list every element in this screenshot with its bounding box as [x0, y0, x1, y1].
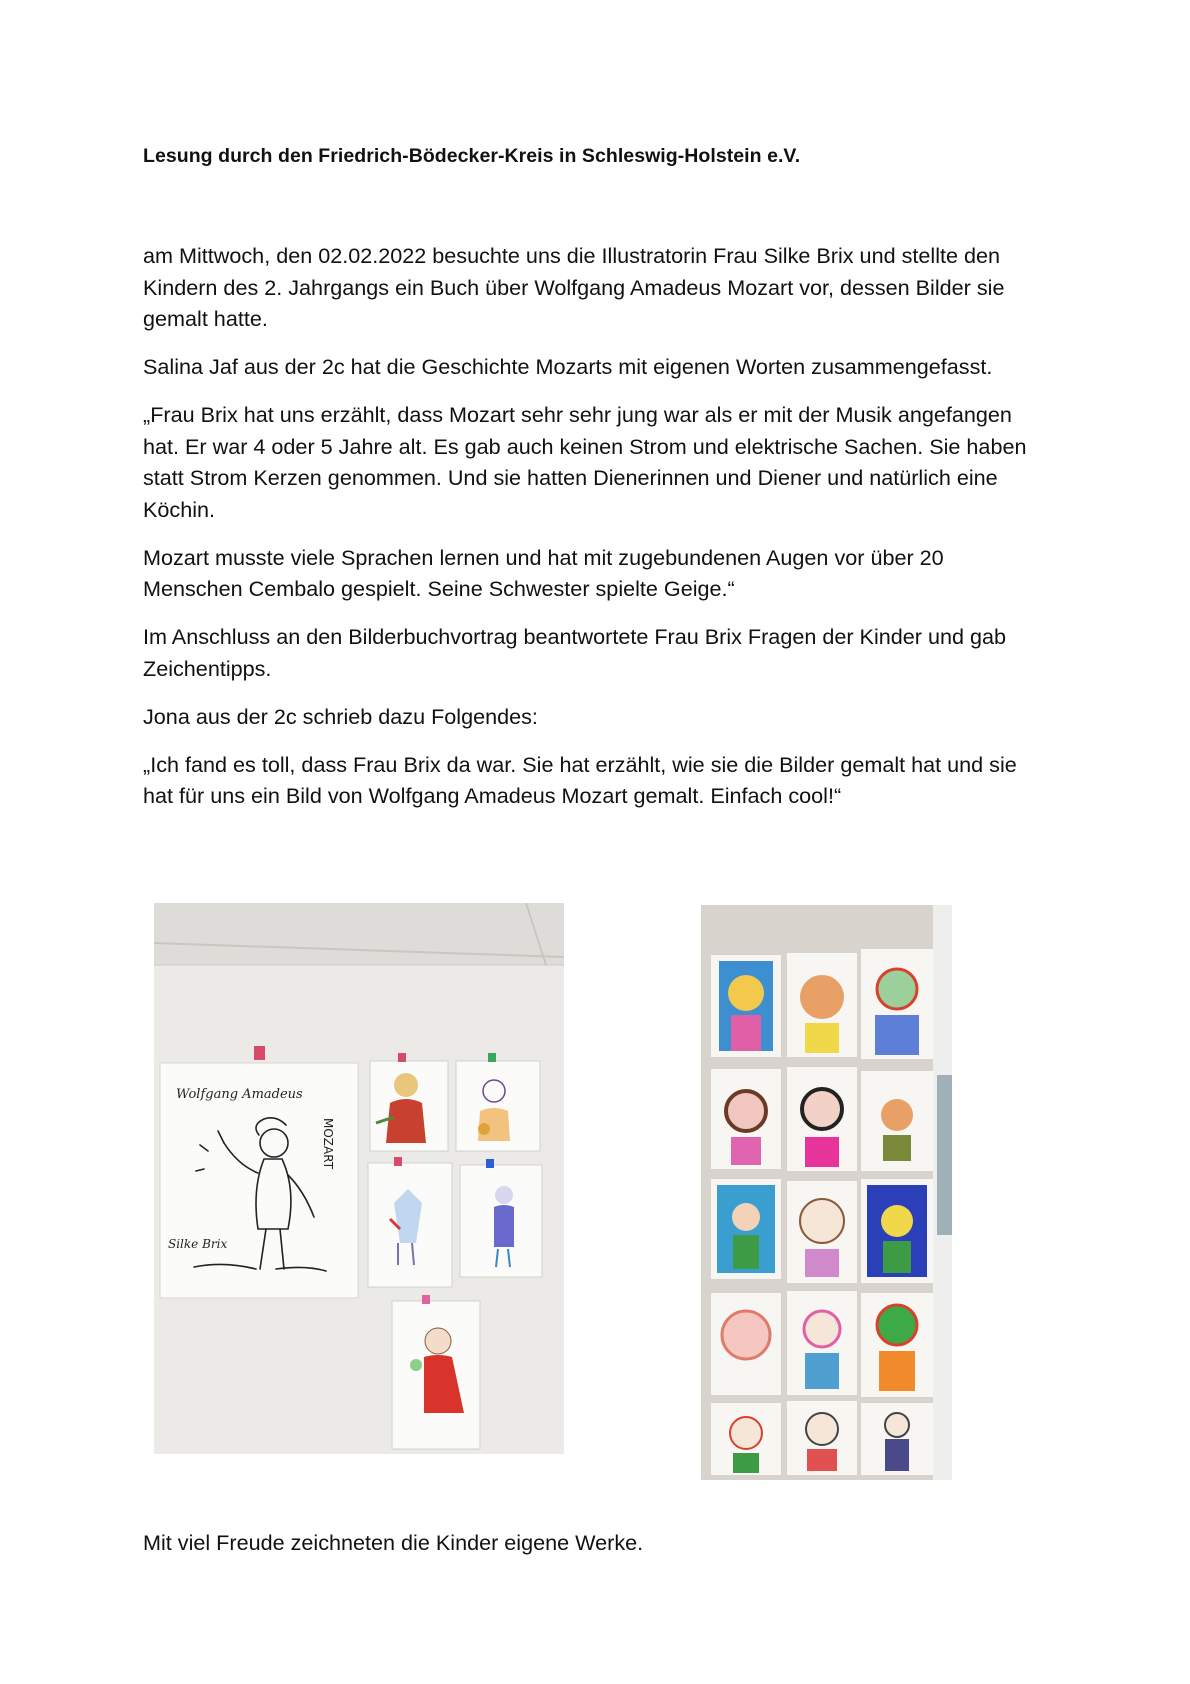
photo-caption: Mit viel Freude zeichneten die Kinder eigene Werke.	[143, 1530, 644, 1555]
document-title: Lesung durch den Friedrich-Bödecker-Kreis in Schleswig-Holstein e.V.	[143, 145, 801, 167]
paragraph-salina: Salina Jaf aus der 2c hat die Geschichte Mozarts mit eigenen Worten zusammengefasst.	[143, 354, 993, 379]
document-body	[143, 240, 1043, 828]
photo-portrait-wall-image	[701, 905, 952, 1480]
paragraph-intro: am Mittwoch, den 02.02.2022 besuchte uns die Illustratorin Frau Silke Brix und stellte den Kindern des 2. Jahrgangs ein Buch über Wolfgang Amadeus Mozart vor, dessen Bilder sie gemalt hatte.	[143, 243, 1005, 331]
poster-text-side: MOZART	[321, 1118, 335, 1170]
photo-mozart-drawings	[154, 903, 564, 1454]
paragraph-quote-2: Mozart musste viele Sprachen lernen und hat mit zugebundenen Augen vor über 20 Menschen Cembalo gespielt. Seine Schwester spielte Geige.“	[143, 544, 944, 601]
paragraph-jona-quote: „Ich fand es toll, dass Frau Brix da war. Sie hat erzählt, wie sie die Bilder gemalt hat und sie hat für uns ein Bild von Wolfgang Amadeus Mozart gemalt. Einfach cool!“	[143, 751, 1017, 808]
photo-portrait-wall	[701, 905, 952, 1480]
paragraph-questions: Im Anschluss an den Bilderbuchvortrag beantwortete Frau Brix Fragen der Kinder und gab Zeichentipps.	[143, 624, 1007, 681]
poster-signature: Silke Brix	[168, 1237, 228, 1251]
paragraph-jona: Jona aus der 2c schrieb dazu Folgendes:	[143, 703, 538, 729]
paragraph-quote-1: „Frau Brix hat uns erzählt, dass Mozart sehr sehr jung war als er mit der Musik angefangen hat. Er war 4 oder 5 Jahre alt. Es gab auch keinen Strom und elektrische Sachen. Sie haben statt Strom Kerzen genommen. Und sie hatten Dienerinnen und Diener und natürlich eine Köchin.	[143, 402, 1027, 522]
poster-text-top: Wolfgang Amadeus	[176, 1087, 303, 1102]
photo-mozart-drawings-image	[154, 903, 564, 1454]
